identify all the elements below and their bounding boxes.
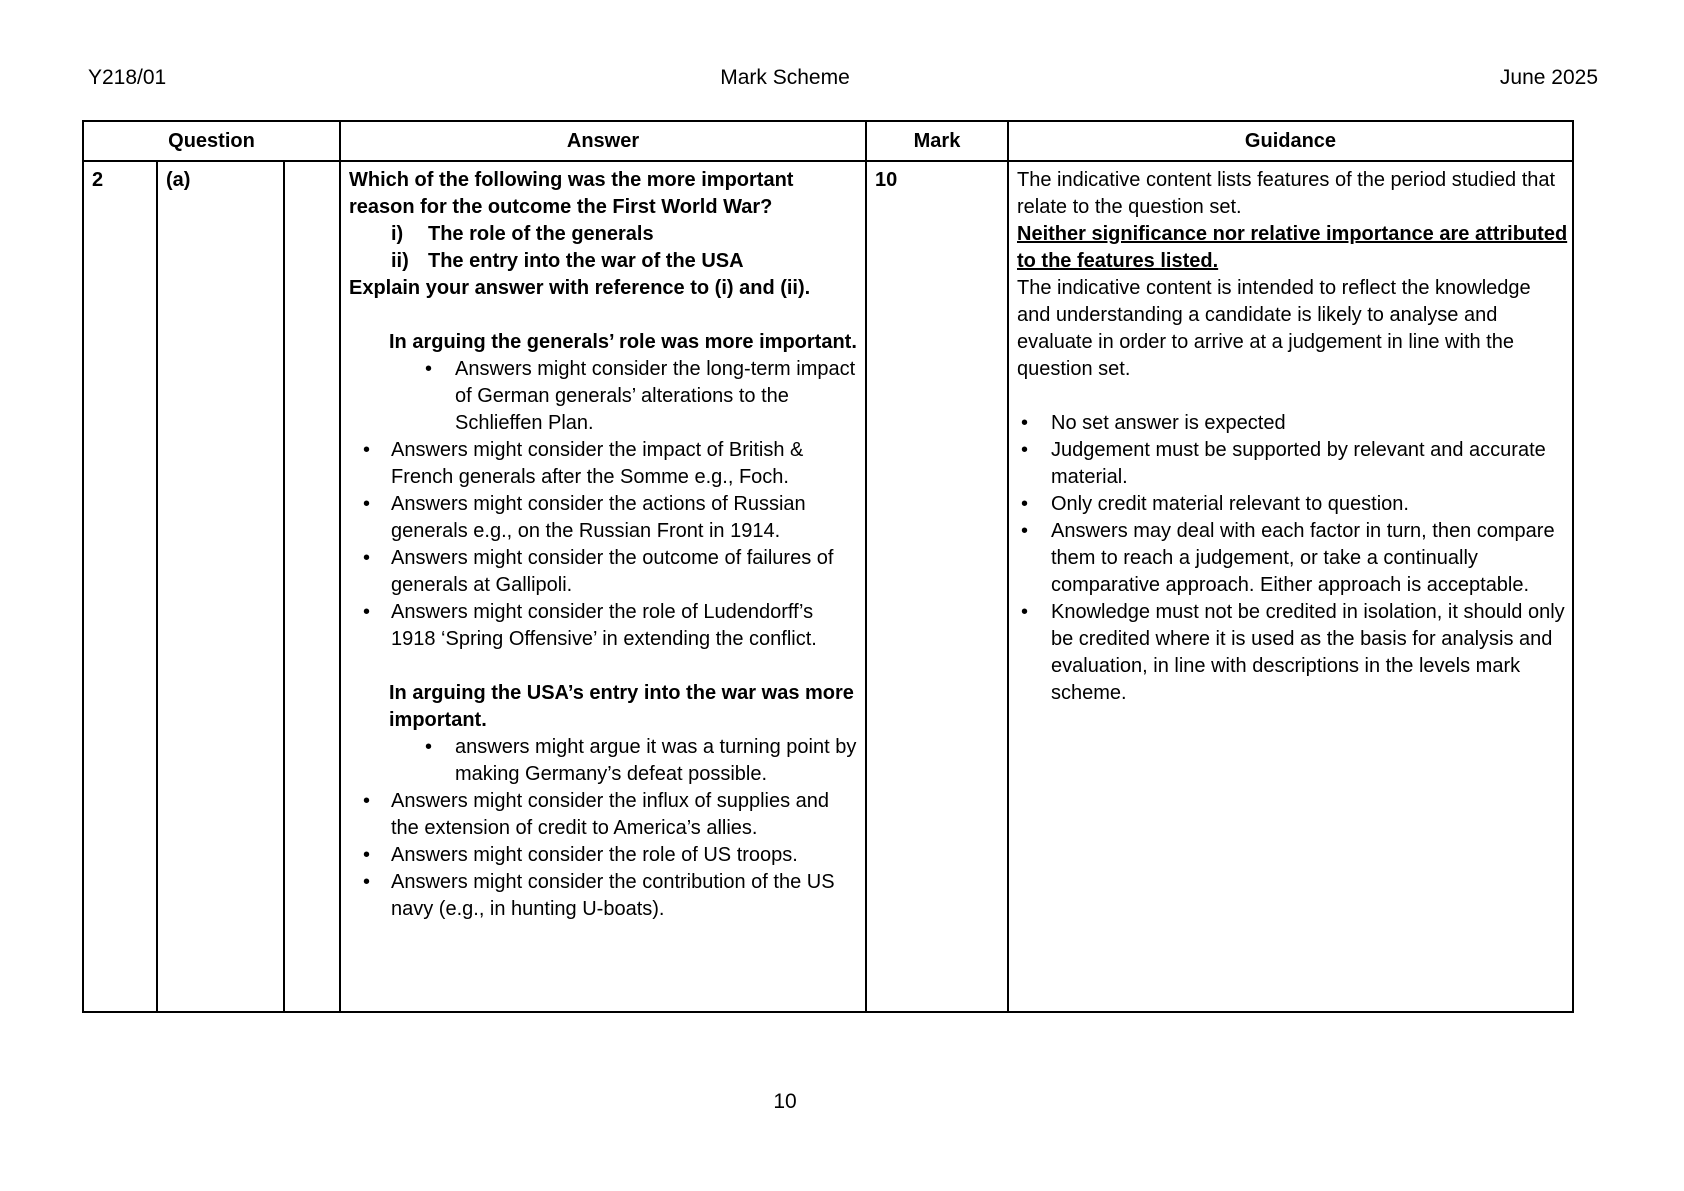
bullet-icon: • bbox=[1021, 412, 1029, 434]
mark-cell: 10 bbox=[866, 161, 1008, 1012]
blank-line bbox=[1017, 383, 1568, 410]
bullet-icon: • bbox=[1021, 601, 1029, 623]
answer-section-heading: In arguing the generals’ role was more important. bbox=[389, 331, 857, 353]
blank-line bbox=[349, 653, 861, 680]
column-header-answer: Answer bbox=[340, 121, 866, 161]
bullet-text: Answers might consider the outcome of failures of generals at Gallipoli. bbox=[391, 547, 834, 596]
question-subpart-cell bbox=[284, 161, 340, 1012]
bullet-item bbox=[363, 437, 861, 491]
option-marker: ii) bbox=[391, 250, 409, 272]
guidance-cell bbox=[1008, 161, 1573, 1012]
table-header-row bbox=[83, 121, 1573, 161]
header-paper-code: Y218/01 bbox=[88, 66, 167, 89]
question-option-line bbox=[391, 221, 861, 248]
bullet-icon: • bbox=[363, 871, 371, 893]
bullet-text: Judgement must be supported by relevant and accurate material. bbox=[1051, 439, 1546, 488]
bullet-text: Answers might consider the role of US troops. bbox=[391, 844, 798, 866]
question-text-line: Which of the following was the more important reason for the outcome the First World War? bbox=[349, 169, 794, 218]
bullet-item bbox=[363, 545, 861, 599]
bullet-item bbox=[1021, 491, 1568, 518]
bullet-text: Answers might consider the actions of Russian generals e.g., on the Russian Front in 1914. bbox=[391, 493, 806, 542]
question-number-cell: 2 bbox=[83, 161, 157, 1012]
question-option-line bbox=[391, 248, 861, 275]
guidance-paragraph: The indicative content is intended to reflect the knowledge and understanding a candidate is likely to analyse and evaluate in order to arrive at a judgement in line with the question set. bbox=[1017, 277, 1531, 380]
option-text: The role of the generals bbox=[428, 223, 654, 245]
header-session-date: June 2025 bbox=[1499, 66, 1598, 89]
bullet-icon: • bbox=[363, 844, 371, 866]
page-number: 10 bbox=[773, 1090, 797, 1113]
bullet-icon: • bbox=[1021, 493, 1029, 515]
bullet-item bbox=[363, 491, 861, 545]
column-header-question: Question bbox=[83, 121, 340, 161]
mark-scheme-table bbox=[82, 120, 1574, 1013]
answer-cell bbox=[340, 161, 866, 1012]
table-row bbox=[83, 161, 1573, 1012]
option-marker: i) bbox=[391, 223, 404, 245]
bullet-icon: • bbox=[363, 601, 371, 623]
question-text-line: Explain your answer with reference to (i) and (ii). bbox=[349, 277, 811, 299]
bullet-text: Only credit material relevant to question. bbox=[1051, 493, 1409, 515]
bullet-text: Answers might consider the influx of supplies and the extension of credit to America’s allies. bbox=[391, 790, 830, 839]
bullet-icon: • bbox=[363, 493, 371, 515]
bullet-item bbox=[425, 734, 861, 788]
bullet-text: No set answer is expected bbox=[1051, 412, 1286, 434]
question-part-cell: (a) bbox=[157, 161, 284, 1012]
bullet-item bbox=[1021, 437, 1568, 491]
guidance-paragraph: Neither significance nor relative importance are attributed to the features listed. bbox=[1017, 223, 1568, 272]
column-header-guidance: Guidance bbox=[1008, 121, 1573, 161]
bullet-icon: • bbox=[363, 790, 371, 812]
bullet-text: Answers might consider the contribution of the US navy (e.g., in hunting U-boats). bbox=[391, 871, 835, 920]
bullet-item bbox=[1021, 599, 1568, 707]
bullet-item bbox=[363, 842, 861, 869]
guidance-paragraph: The indicative content lists features of the period studied that relate to the question set. bbox=[1017, 169, 1556, 218]
bullet-item bbox=[363, 788, 861, 842]
bullet-text: Answers might consider the role of Ludendorff’s 1918 ‘Spring Offensive’ in extending the conflict. bbox=[391, 601, 817, 650]
bullet-item bbox=[1021, 518, 1568, 599]
bullet-text: Answers might consider the long-term impact of German generals’ alterations to the Schlieffen Plan. bbox=[455, 358, 856, 434]
column-header-mark: Mark bbox=[866, 121, 1008, 161]
header-document-title: Mark Scheme bbox=[720, 66, 850, 89]
bullet-icon: • bbox=[425, 736, 433, 758]
bullet-text: Knowledge must not be credited in isolation, it should only be credited where it is used as the basis for analysis and evaluation, in line with descriptions in the levels mark scheme. bbox=[1051, 601, 1565, 704]
bullet-icon: • bbox=[425, 358, 433, 380]
bullet-icon: • bbox=[1021, 439, 1029, 461]
bullet-item bbox=[363, 869, 861, 923]
bullet-icon: • bbox=[363, 547, 371, 569]
bullet-icon: • bbox=[363, 439, 371, 461]
bullet-text: Answers might consider the impact of British & French generals after the Somme e.g., Foch. bbox=[391, 439, 804, 488]
option-text: The entry into the war of the USA bbox=[428, 250, 744, 272]
bullet-text: Answers may deal with each factor in turn, then compare them to reach a judgement, or take a continually comparative approach. Either approach is acceptable. bbox=[1051, 520, 1555, 596]
bullet-item bbox=[425, 356, 861, 437]
answer-section-heading: In arguing the USA’s entry into the war was more important. bbox=[389, 682, 854, 731]
bullet-icon: • bbox=[1021, 520, 1029, 542]
bullet-text: answers might argue it was a turning point by making Germany’s defeat possible. bbox=[455, 736, 857, 785]
blank-line bbox=[349, 302, 861, 329]
bullet-item bbox=[1021, 410, 1568, 437]
bullet-item bbox=[363, 599, 861, 653]
